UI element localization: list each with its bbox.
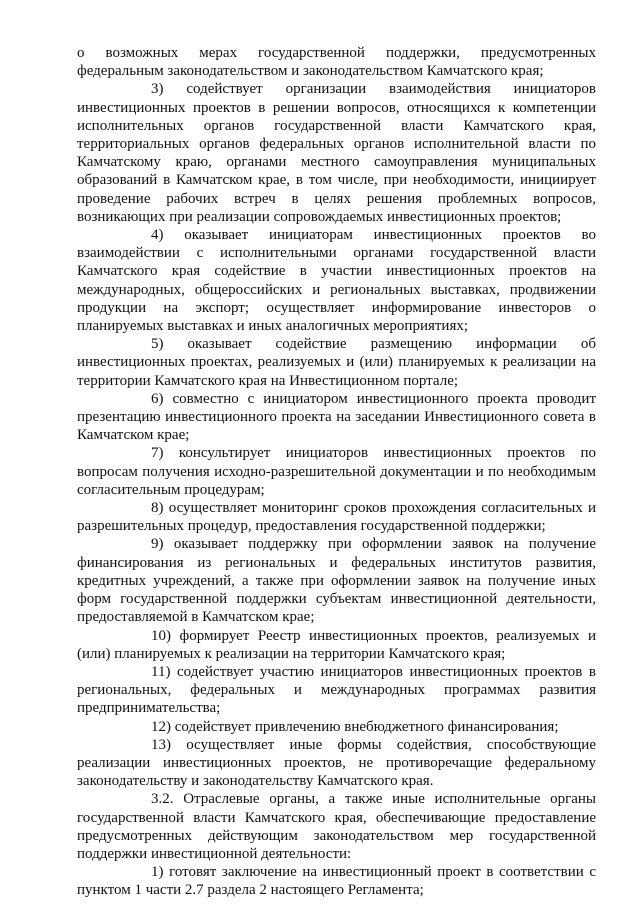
list-number: 5) — [151, 336, 164, 353]
list-item-1 — [77, 863, 596, 899]
document-body — [77, 44, 596, 900]
list-item-11 — [77, 663, 596, 718]
paragraph-text: оказывает поддержку при оформлении заявок на получение финансирования из региональных и федеральных институтов развития, кредитных учреждений, а также при оформлении заявок на получение иных форм государственной поддержки субъектам инвестиционной деятельности, предоставляемой в Камчатском крае; — [77, 536, 596, 626]
list-item-6 — [77, 390, 596, 445]
list-item-13 — [77, 736, 596, 791]
list-item-12 — [77, 718, 596, 736]
paragraph-text: совместно с инициатором инвестиционного проекта проводит презентацию инвестиционного проекта на заседании Инвестиционного совета в Камчатском крае; — [77, 390, 597, 444]
list-number: 11) — [151, 663, 171, 680]
list-number: 1) — [151, 864, 164, 881]
list-item-7 — [77, 444, 596, 499]
list-number: 8) — [151, 500, 164, 517]
list-number: 12) — [151, 718, 171, 735]
list-item-3 — [77, 80, 596, 226]
paragraph-text: содействует привлечению внебюджетного финансирования; — [174, 718, 559, 735]
list-item-10 — [77, 627, 596, 663]
list-number: 4) — [151, 227, 164, 244]
list-item-4 — [77, 226, 596, 335]
paragraph-text: оказывает содействие размещению информации об инвестиционных проектах, реализуемых и (или) планируемых к реализации на территории Камчатского края на Инвестиционном портале; — [77, 336, 596, 389]
list-item-9 — [77, 535, 596, 626]
paragraph-text: консультирует инициаторов инвестиционных проектов по вопросам получения исходно-разрешительной документации и по необходимым согласительным процедурам; — [77, 445, 596, 498]
section-number: 3.2. — [151, 791, 174, 808]
list-number: 3) — [151, 81, 164, 98]
paragraph-text: осуществляет мониторинг сроков прохождения согласительных и разрешительных процедур, предоставления государственной поддержки; — [77, 500, 597, 535]
list-item-8 — [77, 499, 596, 535]
paragraph-text: формирует Реестр инвестиционных проектов, реализуемых и (или) планируемых к реализации на территории Камчатского края; — [77, 627, 596, 662]
paragraph-text: содействует участию инициаторов инвестиционных проектов в региональных, федеральных и международных программах развития предпринимательства; — [77, 663, 597, 717]
paragraph-text: о возможных мерах государственной поддержки, предусмотренных федеральным законодательством и законодательством Камчатского края; — [77, 45, 596, 80]
paragraph-text: осуществляет иные формы содействия, способствующие реализации инвестиционных проектов, не противоречащие федеральному законодательству и законодательству Камчатского края. — [77, 736, 596, 790]
list-number: 6) — [151, 390, 164, 407]
paragraph-text: оказывает инициаторам инвестиционных проектов во взаимодействии с исполнительными органами государственной власти Камчатского края содействие в участии инвестиционных проектов на международных, общероссийских и региональных выставках, продвижении продукции на экспорт; осуществляет информирование инвесторов о планируемых выставках и иных аналогичных мероприятиях; — [77, 227, 597, 335]
paragraph-text: Отраслевые органы, а также иные исполнительные органы государственной власти Камчатского края, обеспечивающие предоставление предусмотренных действующим законодательством мер государственной поддержки инвестиционной деятельности: — [77, 791, 597, 862]
list-number: 10) — [151, 627, 171, 644]
list-number: 9) — [151, 536, 164, 553]
section-3-2 — [77, 790, 596, 863]
paragraph-text: готовят заключение на инвестиционный проект в соответствии с пунктом 1 части 2.7 раздела 2 настоящего Регламента; — [77, 864, 596, 899]
list-item-5 — [77, 335, 596, 390]
list-number: 7) — [151, 445, 164, 462]
paragraph-continuation — [77, 44, 596, 80]
list-number: 13) — [151, 736, 171, 753]
paragraph-text: содействует организации взаимодействия инициаторов инвестиционных проектов в решении вопросов, относящихся к компетенции исполнительных органов государственной власти Камчатского края, территориальных органов федеральных органов исполнительной власти по Камчатскому краю, органами местного самоуправления муниципальных образований в Камчатском крае, в том числе, при необходимости, инициирует проведение рабочих встреч в целях решения проблемных вопросов, возникающих при реализации сопровождаемых инвестиционных проектов; — [77, 81, 596, 225]
